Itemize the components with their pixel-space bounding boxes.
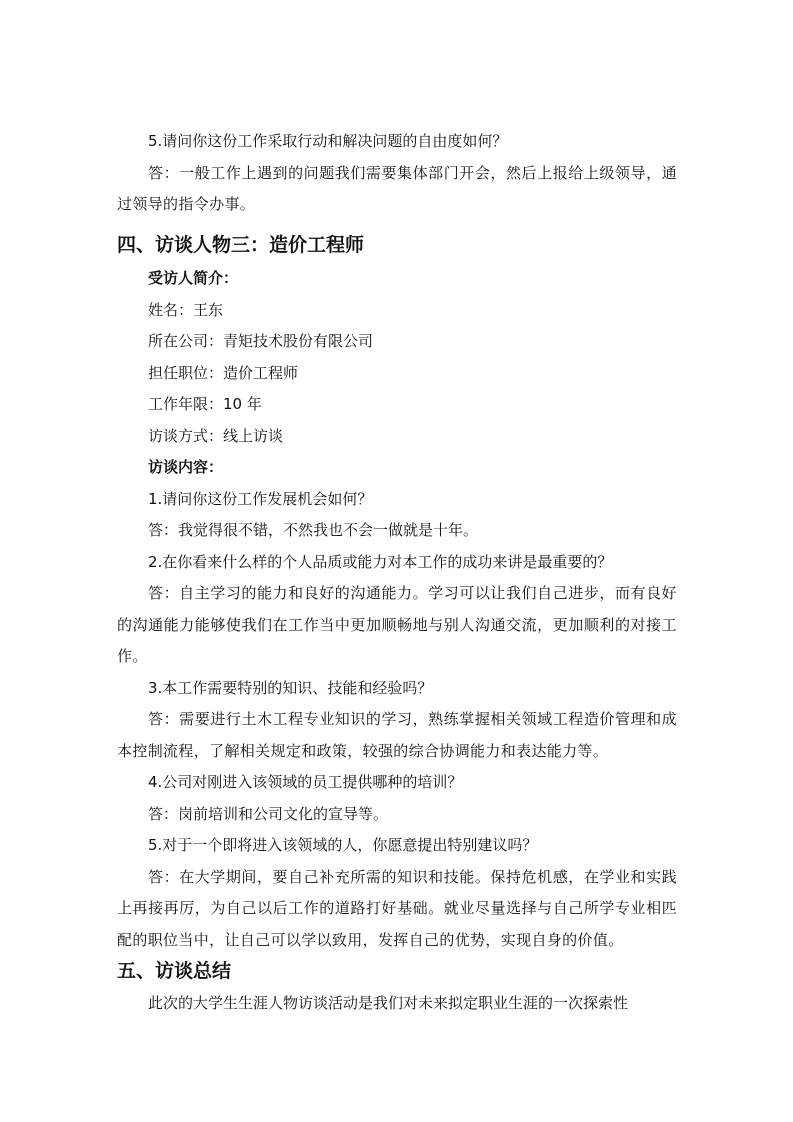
question-4: 4.公司对刚进入该领域的员工提供哪种的培训？ <box>148 773 463 791</box>
question-1: 1.请问你这份工作发展机会如何？ <box>148 489 373 508</box>
answer-3: 答：需要进行土木工程专业知识的学习，熟练掌握相关领域工程造价管理和成本控制流程，了解相关规定和政策，较强的综合协调能力和表达能力等。 <box>117 710 677 760</box>
question-3: 3.本工作需要特别的知识、技能和经验吗？ <box>148 678 433 697</box>
profile-position: 担任职位：造价工程师 <box>148 363 299 382</box>
section-5 <box>117 957 677 985</box>
content-label: 访谈内容： <box>148 458 224 476</box>
profile-label: 受访人简介： <box>148 269 239 287</box>
profile-method: 访谈方式：线上访谈 <box>148 426 284 445</box>
section-4-body <box>117 263 677 956</box>
answer-2: 答：自主学习的能力和良好的沟通能力。学习可以让我们自己进步，而有良好的沟通能力能够使我们在工作当中更加顺畅地与别人沟通交流，更加顺利的对接工作。 <box>117 584 677 665</box>
section-5-paragraph-1: 此次的大学生生涯人物访谈活动是我们对未来拟定职业生涯的一次探索性 <box>148 994 629 1012</box>
question-2: 2.在你看来什么样的个人品质或能力对本工作的成功来讲是最重要的？ <box>148 552 613 571</box>
prev-answer-5: 答：一般工作上遇到的问题我们需要集体部门开会，然后上报给上级领导，通过领导的指令办事。 <box>117 163 677 213</box>
profile-years: 工作年限：10 年 <box>148 395 262 413</box>
profile-name: 姓名：王东 <box>148 300 224 319</box>
profile-company: 所在公司：青矩技术股份有限公司 <box>148 332 374 350</box>
prev-section-tail <box>117 126 677 221</box>
section-4-heading: 四、访谈人物三：造价工程师 <box>117 234 365 256</box>
section-5-heading: 五、访谈总结 <box>117 960 232 982</box>
answer-4: 答：岗前培训和公司文化的宣导等。 <box>148 804 389 823</box>
question-5: 5.对于一个即将进入该领域的人，你愿意提出特别建议吗？ <box>148 836 538 854</box>
answer-5: 答：在大学期间，要自己补充所需的知识和技能。保持危机感，在学业和实践上再接再厉，为自己以后工作的道路打好基础。就业尽量选择与自己所学专业相匹配的职位当中，让自己可以学以致用，发挥自己的优势，实现自身的价值。 <box>117 867 677 949</box>
answer-1: 答：我觉得很不错，不然我也不会一做就是十年。 <box>148 521 479 539</box>
section-5-body <box>117 988 677 1020</box>
prev-question-5: 5.请问你这份工作采取行动和解决问题的自由度如何？ <box>148 132 508 150</box>
section-4 <box>117 231 677 259</box>
